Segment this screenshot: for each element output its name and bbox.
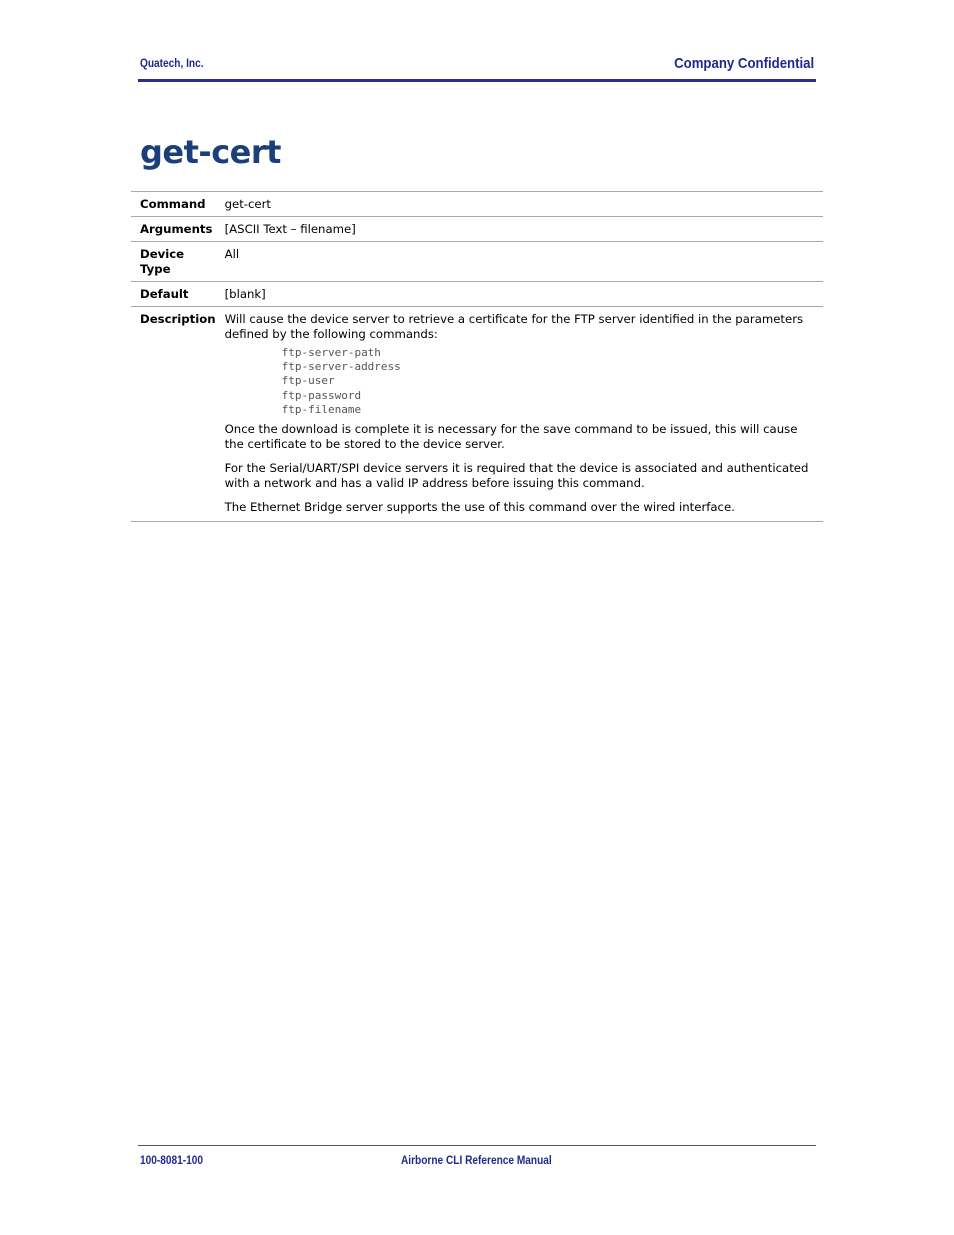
command-value: get-cert bbox=[216, 192, 823, 217]
description-value bbox=[216, 307, 823, 522]
ftp-command-list bbox=[225, 346, 815, 417]
ftp-command: ftp-server-path bbox=[281, 346, 381, 359]
description-paragraph: The Ethernet Bridge server supports the use of this command over the wired interface. bbox=[224, 500, 735, 515]
ftp-command: ftp-password bbox=[281, 388, 362, 402]
ftp-command: ftp-user bbox=[281, 374, 335, 388]
ftp-command: ftp-server-address bbox=[281, 360, 401, 374]
header-confidentiality: Company Confidential bbox=[673, 55, 814, 72]
default-label: Default bbox=[131, 282, 216, 307]
description-intro: Will cause the device server to retrieve a certificate for the FTP server identified in the parameters defined by the following commands: bbox=[224, 312, 804, 341]
command-label: Command bbox=[131, 192, 216, 217]
arguments-label: Arguments bbox=[131, 217, 216, 242]
footer-doc-number: 100-8081-100 bbox=[140, 1155, 204, 1167]
table-row-default bbox=[131, 282, 823, 307]
description-label: Description bbox=[131, 307, 216, 522]
header-company: Quatech, Inc. bbox=[140, 58, 204, 70]
ftp-command: ftp-filename bbox=[281, 402, 362, 416]
default-value: [blank] bbox=[216, 282, 823, 307]
description-paragraph: For the Serial/UART/SPI device servers it is required that the device is associated and authenticated with a network and has a valid IP address before issuing this command. bbox=[224, 461, 809, 491]
table-row-device-type bbox=[131, 242, 823, 282]
arguments-value: [ASCII Text – filename] bbox=[216, 217, 823, 242]
table-row-command bbox=[131, 192, 823, 217]
footer-rule bbox=[138, 1145, 816, 1146]
table-row-description bbox=[131, 307, 823, 522]
table-row-arguments bbox=[131, 217, 823, 242]
device-type-label: Device Type bbox=[131, 242, 216, 282]
device-type-value: All bbox=[216, 242, 823, 282]
description-paragraph: Once the download is complete it is necessary for the save command to be issued, this will cause the certificate to be stored to the device server. bbox=[224, 422, 798, 452]
header-rule bbox=[138, 79, 816, 82]
page-title: get-cert bbox=[140, 133, 281, 171]
footer-manual-title: Airborne CLI Reference Manual bbox=[401, 1155, 552, 1167]
command-table bbox=[131, 191, 823, 522]
